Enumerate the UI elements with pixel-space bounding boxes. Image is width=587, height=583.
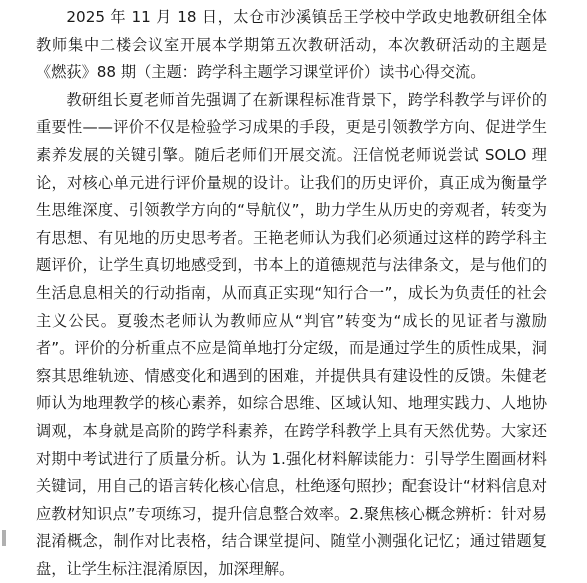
paragraph-intro: 2025 年 11 月 18 日，太仓市沙溪镇岳王学校中学政史地教研组全体教师集中二楼会议室开展本学期第五次教研活动，本次教研活动的主题是《燃荻》88 期（主题：跨学科主题学习课堂评价）读书心得交流。 — [36, 8, 547, 82]
paragraph-discussion: 教研组长夏老师首先强调了在新课程标准背景下，跨学科教学与评价的重要性——评价不仅是检验学习成果的手段，更是引领教学方向、促进学生素养发展的关键引擎。随后老师们开展交流。汪信悦老师说尝试 SOLO 理论，对核心单元进行评价量规的设计。让我们的历史评价，真正成为衡量学生思维深度、引领教学方向的“导航仪”，助力学生从历史的旁观者，转变为有思想、有见地的历史思考者。王艳老师认为我们必须通过这样的跨学科主题评价，让学生真切地感受到，书本上的道德规范与法律条文，是与他们的生活息息相关的行动指南，从而真正实现“知行合一”，成长为负责任的社会主义公民。夏骏杰老师认为教师应从“判官”转变为“成长的见证者与激励者”。评价的分析重点不应是简单地打分定级，而是通过学生的质性成果，洞察其思维轨迹、情感变化和遇到的困难，并提供具有建设性的反馈。朱健老师认为地理教学的核心素养，如综合思维、区域认知、地理实践力、人地协调观，本身就是高阶的跨学科素养，在跨学科教学上具有天然优势。大家还对期中考试进行了质量分析。认为 1.强化材料解读能力：引导学生圈画材料关键词，用自己的语言转化核心信息，杜绝逐句照抄；配套设计“材料信息对应教材知识点”专项练习，提升信息整合效率。2.聚焦核心概念辨析：针对易混淆概念，制作对比表格，结合课堂提问、随堂小测强化记忆；通过错题复盘，让学生标注混淆原因，加深理解。 — [36, 90, 547, 578]
page-edge-marker — [2, 530, 6, 546]
